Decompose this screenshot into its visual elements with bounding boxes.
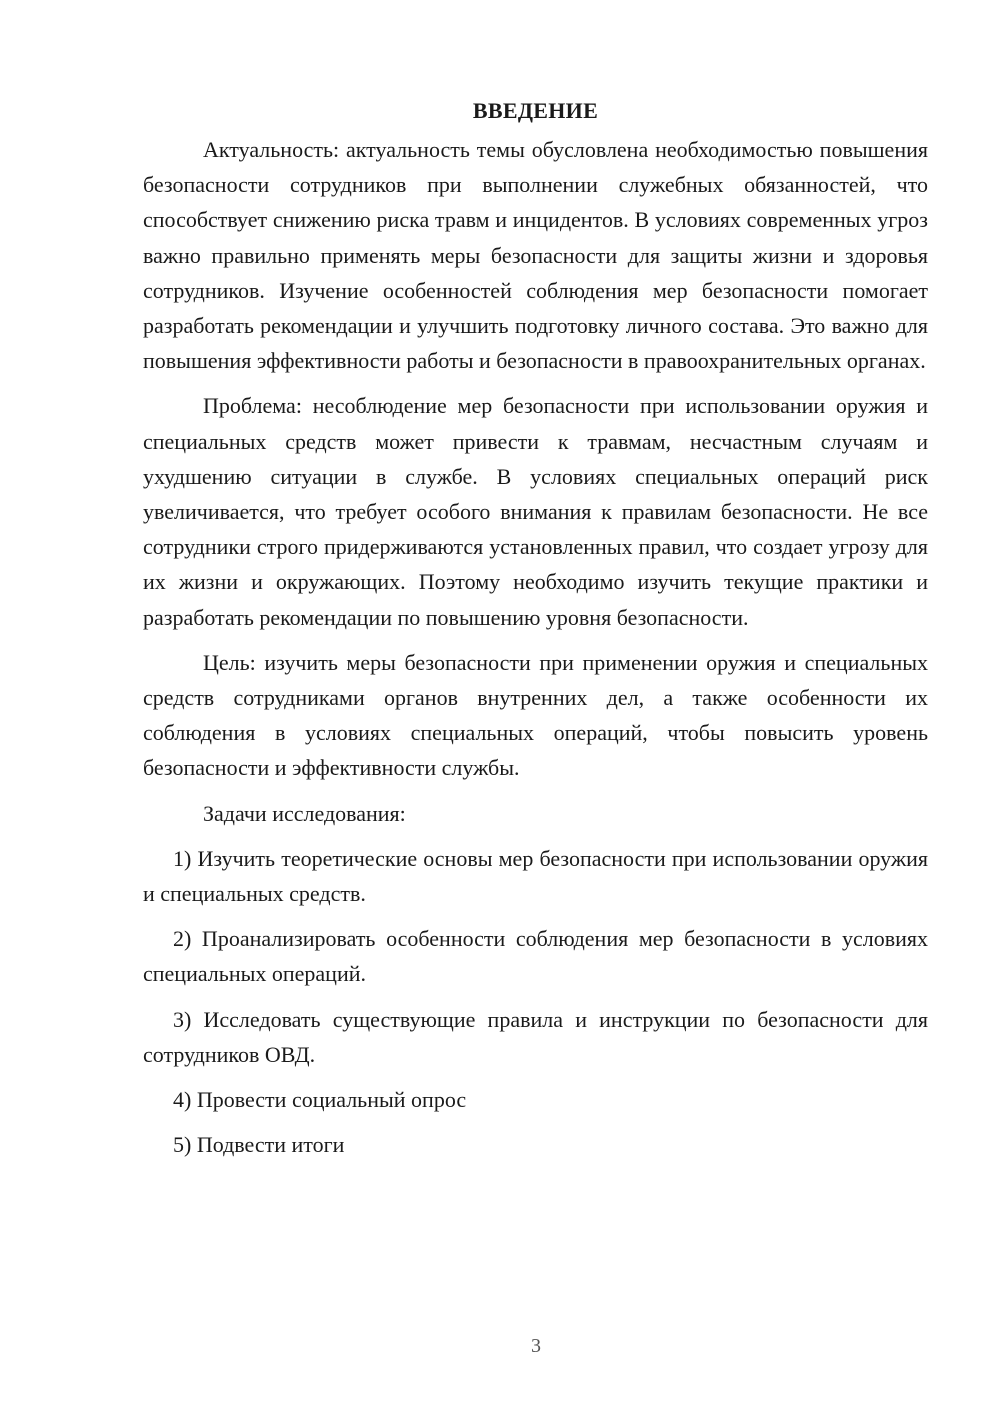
- task-item-1: 1) Изучить теоретические основы мер безопасности при использовании оружия и специальных средств.: [143, 845, 928, 907]
- page-number: 3: [531, 1335, 541, 1357]
- task-item-4: 4) Провести социальный опрос: [173, 1087, 467, 1113]
- tasks-heading: Задачи исследования:: [203, 800, 406, 826]
- paragraph-goal: Цель: изучить меры безопасности при применении оружия и специальных средств сотрудниками органов внутренних дел, а также особенности их соблюдения в условиях специальных операций, чтобы повысить уровень безопасности и эффективности службы.: [143, 649, 928, 781]
- task-item-2: 2) Проанализировать особенности соблюдения мер безопасности в условиях специальных операций.: [143, 926, 928, 987]
- page-title: ВВЕДЕНИЕ: [472, 98, 599, 123]
- document-body: [143, 92, 928, 1162]
- paragraph-relevance: Актуальность: актуальность темы обусловлена необходимостью повышения безопасности сотрудников при выполнении служебных обязанностей, что способствует снижению риска травм и инцидентов. В условиях современных угроз важно правильно применять меры безопасности для защиты жизни и здоровья сотрудников. Изучение особенностей соблюдения мер безопасности помогает разработать рекомендации и улучшить подготовку личного состава. Это важно для повышения эффективности работы и безопасности в правоохранительных органах.: [143, 137, 928, 374]
- task-item-5: 5) Подвести итоги: [173, 1132, 345, 1158]
- task-item-3: 3) Исследовать существующие правила и инструкции по безопасности для сотрудников ОВД.: [143, 1006, 928, 1067]
- paragraph-problem: Проблема: несоблюдение мер безопасности при использовании оружия и специальных средств может привести к травмам, несчастным случаям и ухудшению ситуации в службе. В условиях специальных операций риск увеличивается, что требует особого внимания к правилам безопасности. Не все сотрудники строго придерживаются установленных правил, что создает угрозу для их жизни и окружающих. Поэтому необходимо изучить текущие практики и разработать рекомендации по повышению уровня безопасности.: [143, 393, 928, 630]
